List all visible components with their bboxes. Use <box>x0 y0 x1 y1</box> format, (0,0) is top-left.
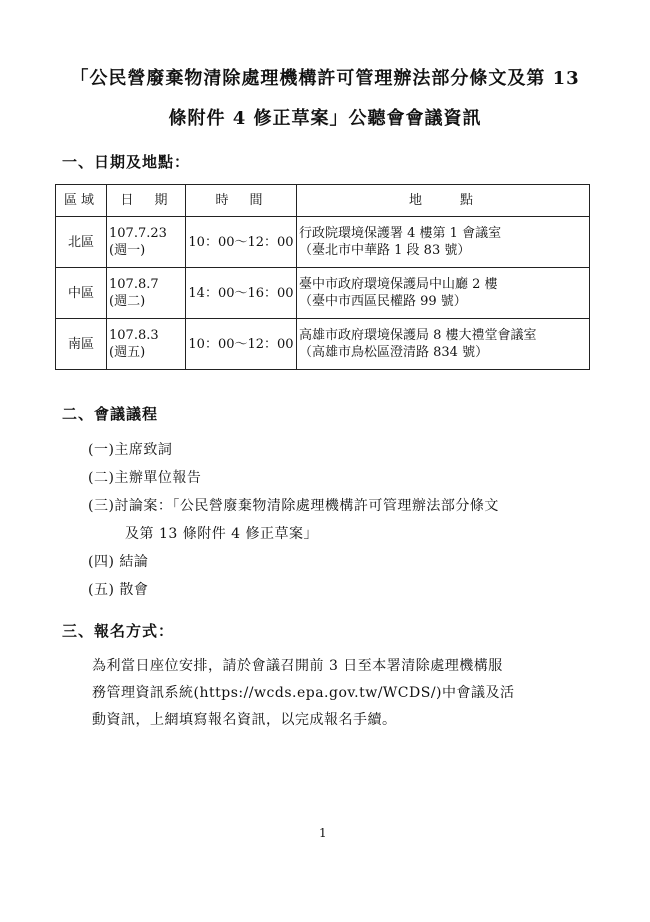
cell-place <box>297 217 590 268</box>
cell-date <box>107 217 186 268</box>
table-row <box>56 268 590 319</box>
cell-region: 南區 <box>56 319 107 370</box>
agenda-item-5: (五) 散會 <box>88 582 149 598</box>
registration-line-3: 動資訊，上網填寫報名資訊，以完成報名手續。 <box>92 712 397 728</box>
section-2-heading: 二、會議議程 <box>62 405 159 423</box>
registration-line-2: 務管理資訊系統(https://wcds.epa.gov.tw/WCDS/)中會議及活 <box>92 685 515 701</box>
date-value: 107.8.7 <box>109 277 159 292</box>
place-address: （臺北市中華路 1 段 83 號） <box>299 243 471 258</box>
schedule-table <box>55 184 590 370</box>
weekday-value: (週二) <box>109 294 146 309</box>
weekday-value: (週一) <box>109 243 146 258</box>
agenda-item-2: (二)主辦單位報告 <box>88 470 202 486</box>
registration-paragraph <box>92 653 602 734</box>
header-date: 日 期 <box>107 185 186 217</box>
table-row <box>56 217 590 268</box>
registration-line-1: 為利當日座位安排，請於會議召開前 3 日至本署清除處理機構服 <box>92 658 503 674</box>
cell-time: 10：00～12：00 <box>186 319 297 370</box>
place-name: 行政院環境保護署 4 樓第 1 會議室 <box>299 226 502 241</box>
header-region: 區域 <box>56 185 107 217</box>
section-3-heading: 三、報名方式： <box>62 622 175 640</box>
agenda-item-3-continued: 及第 13 條附件 4 修正草案」 <box>125 526 319 542</box>
table-row <box>56 319 590 370</box>
cell-region: 北區 <box>56 217 107 268</box>
date-value: 107.7.23 <box>109 226 167 241</box>
header-time: 時 間 <box>186 185 297 217</box>
document-title-line-2: 條附件 4 修正草案」公聽會會議資訊 <box>168 108 482 129</box>
document-title-line-1: 「公民營廢棄物清除處理機構許可管理辦法部分條文及第 13 <box>70 68 580 89</box>
cell-place <box>297 268 590 319</box>
cell-place <box>297 319 590 370</box>
date-value: 107.8.3 <box>109 328 159 343</box>
page-number: 1 <box>319 826 327 840</box>
agenda-item-1: (一)主席致詞 <box>88 442 173 458</box>
cell-time: 10：00～12：00 <box>186 217 297 268</box>
section-1-heading: 一、日期及地點： <box>62 153 191 171</box>
place-name: 臺中市政府環境保護局中山廳 2 樓 <box>299 277 498 292</box>
agenda-item-3: (三)討論案：「公民營廢棄物清除處理機構許可管理辦法部分條文 <box>88 498 499 514</box>
place-name: 高雄市政府環境保護局 8 樓大禮堂會議室 <box>299 328 537 343</box>
place-address: （臺中市西區民權路 99 號） <box>299 294 467 309</box>
weekday-value: (週五) <box>109 345 146 360</box>
cell-time: 14：00～16：00 <box>186 268 297 319</box>
cell-date <box>107 268 186 319</box>
header-place: 地 點 <box>297 185 590 217</box>
cell-region: 中區 <box>56 268 107 319</box>
cell-date <box>107 319 186 370</box>
agenda-item-4: (四) 結論 <box>88 554 149 570</box>
place-address: （高雄市鳥松區澄清路 834 號） <box>299 345 489 360</box>
table-header-row <box>56 185 590 217</box>
